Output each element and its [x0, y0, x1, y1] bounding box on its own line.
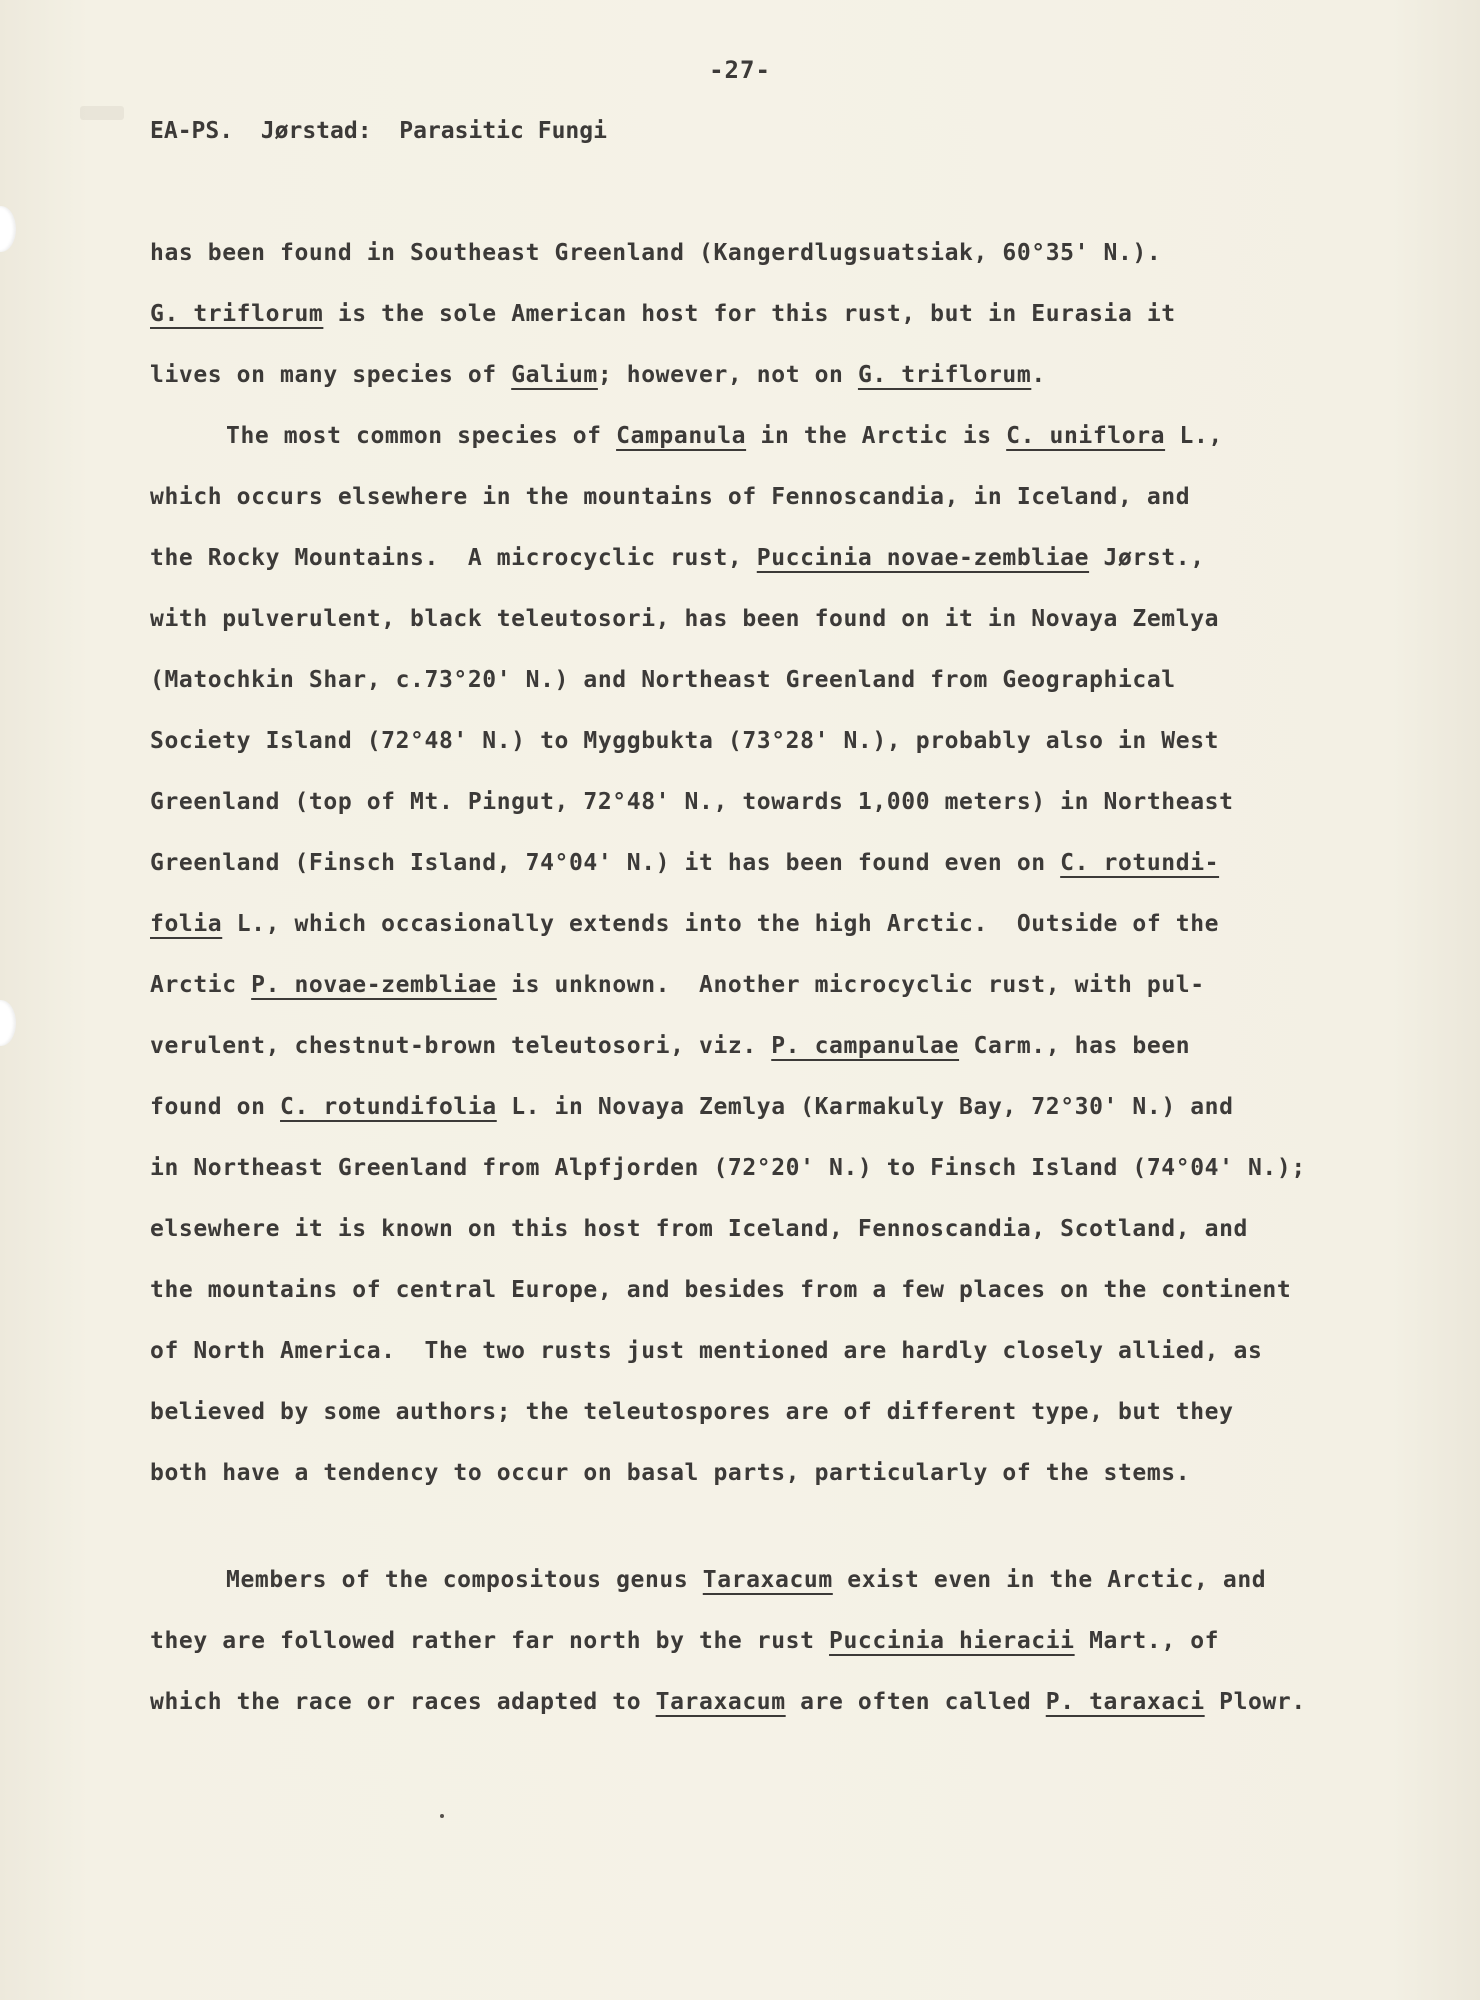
text-run: exist even in the Arctic, and — [832, 1567, 1267, 1593]
text-run: of North America. The two rusts just mentioned are hardly closely allied, as — [150, 1338, 1263, 1364]
running-header: EA-PS. Jørstad: Parasitic Fungi — [150, 118, 607, 144]
paragraph — [150, 230, 1360, 413]
text-run: lives on many species of — [150, 362, 512, 388]
text-run: Members of the compositous genus — [226, 1567, 703, 1593]
text-run: The most common species of — [226, 423, 617, 449]
page-number: -27- — [709, 56, 771, 84]
text-line — [150, 1023, 1360, 1084]
text-run: which the race or races adapted to — [150, 1689, 656, 1715]
text-run: Arctic — [150, 972, 252, 998]
underlined-taxon: Taraxacum — [655, 1689, 786, 1715]
text-line — [150, 1267, 1360, 1328]
underlined-taxon: Galium — [511, 362, 598, 388]
text-run: Greenland (Finsch Island, 74°04' N.) it has been found even on — [150, 850, 1061, 876]
text-run: L. in Novaya Zemlya (Karmakuly Bay, 72°30' N.) and — [496, 1094, 1234, 1120]
text-line — [150, 291, 1360, 352]
text-line — [150, 1084, 1360, 1145]
text-run: (Matochkin Shar, c.73°20' N.) and Northeast Greenland from Geographical — [150, 667, 1176, 693]
text-line — [150, 779, 1360, 840]
text-run: L., which occasionally extends into the high Arctic. Outside of the — [222, 911, 1220, 937]
text-run: in Northeast Greenland from Alpfjorden (72°20' N.) to Finsch Island (74°04' N.); — [150, 1155, 1306, 1181]
text-run: are often called — [785, 1689, 1046, 1715]
punch-hole — [0, 1000, 16, 1046]
text-line — [150, 413, 1360, 474]
text-run: elsewhere it is known on this host from Iceland, Fennoscandia, Scotland, and — [150, 1216, 1248, 1242]
paragraph — [150, 413, 1360, 1511]
text-line — [150, 1328, 1360, 1389]
text-run: which occurs elsewhere in the mountains of Fennoscandia, in Iceland, and — [150, 484, 1191, 510]
text-run: Carm., has been — [959, 1033, 1191, 1059]
text-run: they are followed rather far north by the rust — [150, 1628, 830, 1654]
text-line — [150, 718, 1360, 779]
text-run: with pulverulent, black teleutosori, has been found on it in Novaya Zemlya — [150, 606, 1220, 632]
underlined-taxon: Puccinia hieracii — [829, 1628, 1075, 1654]
text-line — [150, 1145, 1360, 1206]
text-line — [150, 962, 1360, 1023]
underlined-taxon: Campanula — [616, 423, 747, 449]
text-run: Greenland (top of Mt. Pingut, 72°48' N., towards 1,000 meters) in Northeast — [150, 789, 1234, 815]
underlined-taxon: G. triflorum — [857, 362, 1032, 388]
text-line — [150, 352, 1360, 413]
text-line — [150, 596, 1360, 657]
punch-hole — [0, 206, 16, 252]
underlined-taxon: P. novae-zembliae — [251, 972, 497, 998]
text-line — [150, 1389, 1360, 1450]
body-text — [150, 230, 1360, 1740]
underlined-taxon: C. rotundifolia — [280, 1094, 497, 1120]
text-run: ; however, not on — [597, 362, 858, 388]
text-run: found on — [150, 1094, 281, 1120]
paragraph — [150, 1557, 1360, 1740]
underlined-taxon: Puccinia novae-zembliae — [756, 545, 1090, 571]
text-run: Mart., of — [1074, 1628, 1220, 1654]
text-run: Plowr. — [1204, 1689, 1306, 1715]
underlined-taxon: C. uniflora — [1006, 423, 1166, 449]
text-line — [150, 1206, 1360, 1267]
text-line — [150, 230, 1360, 291]
text-line — [150, 535, 1360, 596]
text-run: is the sole American host for this rust, but in Eurasia it — [323, 301, 1176, 327]
text-run: Society Island (72°48' N.) to Myggbukta (73°28' N.), probably also in West — [150, 728, 1220, 754]
underlined-taxon: Taraxacum — [702, 1567, 833, 1593]
text-run: . — [1031, 362, 1046, 388]
text-run: L., — [1165, 423, 1223, 449]
text-line — [150, 1618, 1360, 1679]
underlined-taxon: folia — [150, 911, 223, 937]
text-line — [150, 1679, 1360, 1740]
text-line — [150, 1450, 1360, 1511]
text-run: believed by some authors; the teleutospores are of different type, but they — [150, 1399, 1234, 1425]
text-run: has been found in Southeast Greenland (Kangerdlugsuatsiak, 60°35' N.). — [150, 240, 1162, 266]
text-line — [150, 1557, 1360, 1618]
underlined-taxon: P. campanulae — [771, 1033, 960, 1059]
faint-stamp-mark — [80, 106, 124, 120]
text-run: in the Arctic is — [746, 423, 1007, 449]
text-run: is unknown. Another microcyclic rust, with pul- — [496, 972, 1205, 998]
text-run: the Rocky Mountains. A microcyclic rust, — [150, 545, 757, 571]
text-line — [150, 474, 1360, 535]
text-run: both have a tendency to occur on basal parts, particularly of the stems. — [150, 1460, 1191, 1486]
underlined-taxon: C. rotundi- — [1060, 850, 1220, 876]
underlined-taxon: G. triflorum — [150, 301, 324, 327]
underlined-taxon: P. taraxaci — [1045, 1689, 1205, 1715]
text-run: verulent, chestnut-brown teleutosori, viz. — [150, 1033, 772, 1059]
text-line — [150, 657, 1360, 718]
text-line — [150, 901, 1360, 962]
stray-dot — [440, 1814, 444, 1818]
text-line — [150, 840, 1360, 901]
text-run: Jørst., — [1089, 545, 1205, 571]
text-run: the mountains of central Europe, and besides from a few places on the continent — [150, 1277, 1292, 1303]
paragraph-gap — [150, 1511, 1360, 1557]
